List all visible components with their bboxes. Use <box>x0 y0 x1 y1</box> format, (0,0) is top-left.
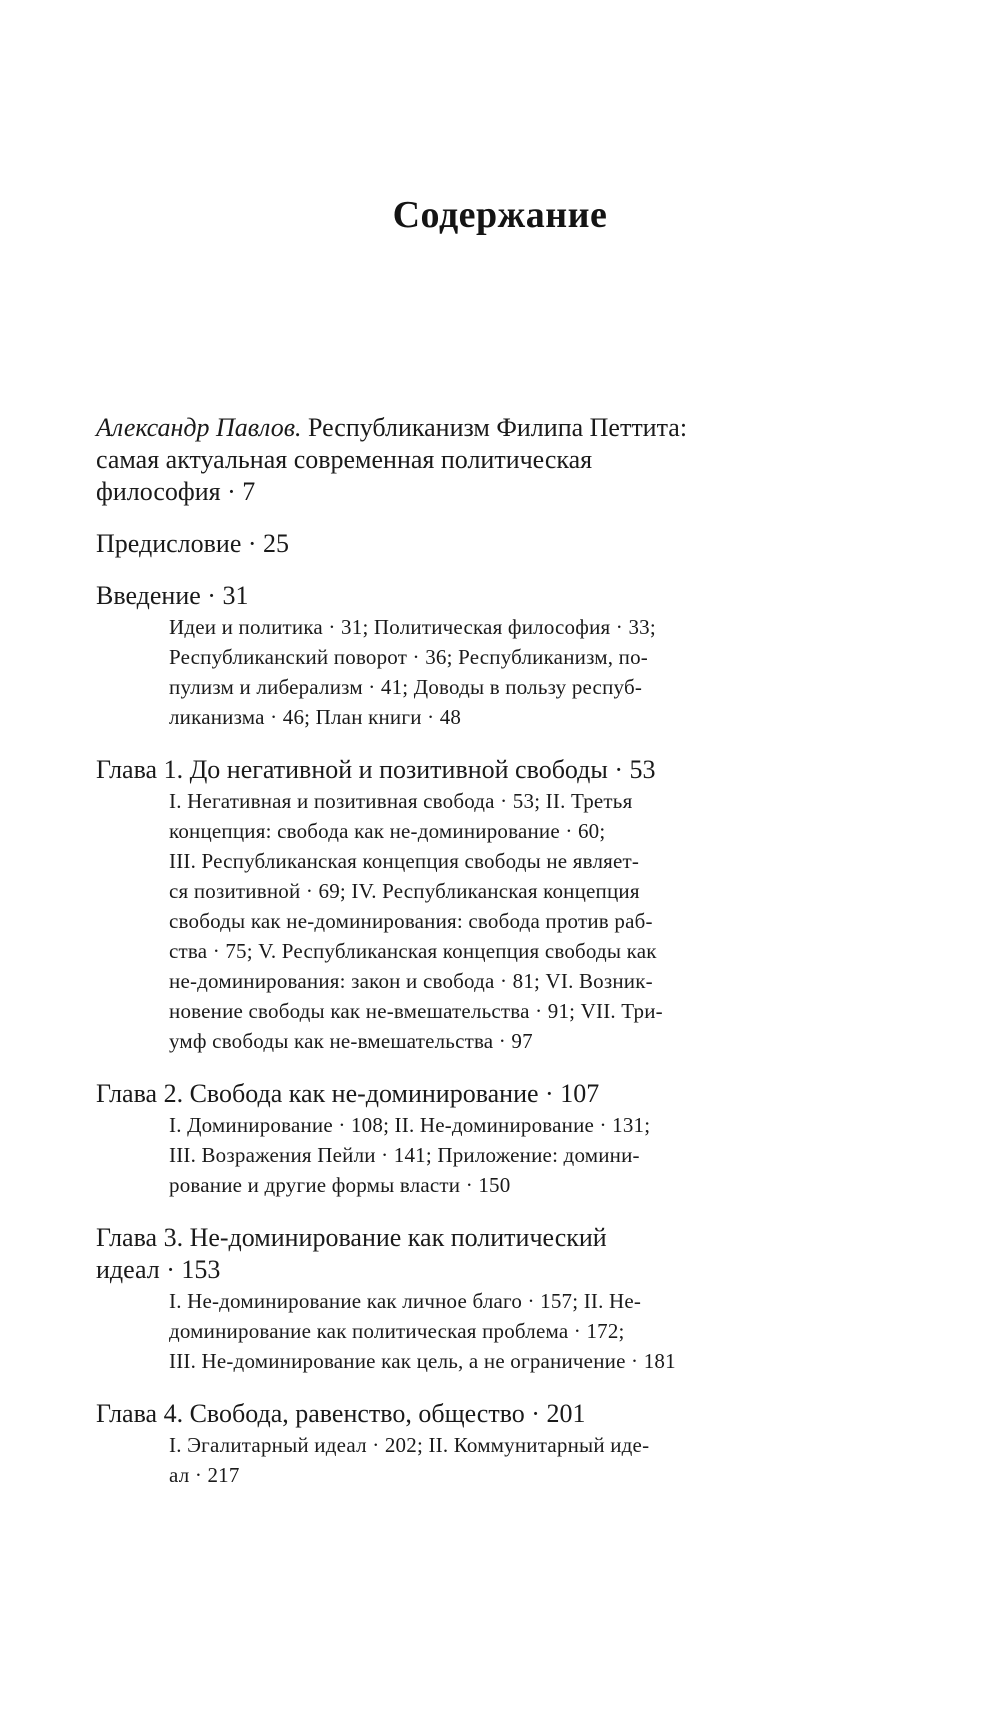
toc-subsection-line: III. Не-доминирование как цель, а не ограничение · 181 <box>169 1349 676 1373</box>
toc-subsection-line: Идеи и политика · 31; Политическая философия · 33; <box>169 615 656 639</box>
toc-entry-chapter-2 <box>96 1078 756 1200</box>
toc-subsection-line: III. Республиканская концепция свободы не являет- <box>169 849 640 873</box>
toc-subsection-line: концепция: свобода как не-доминирование · 60; <box>169 819 606 843</box>
toc-entry-chapter-1 <box>96 754 756 1056</box>
toc-entry-line: философия · 7 <box>96 477 256 506</box>
toc-subsection-line: рование и другие формы власти · 150 <box>169 1173 511 1197</box>
toc-entry-chapter-4 <box>96 1398 756 1490</box>
toc-subsection-line: III. Возражения Пейли · 141; Приложение: домини- <box>169 1143 640 1167</box>
toc-subsection-line: I. Доминирование · 108; II. Не-доминирование · 131; <box>169 1113 651 1137</box>
toc-entry-line: самая актуальная современная политическая <box>96 445 593 474</box>
toc-entry-chapter-3 <box>96 1222 756 1376</box>
toc-entry-heading: Глава 2. Свобода как не-доминирование · 107 <box>96 1079 600 1108</box>
toc-entry-heading: Введение · 31 <box>96 581 249 610</box>
toc-subsections <box>96 786 756 1056</box>
toc-entry-heading: Глава 1. До негативной и позитивной свободы · 53 <box>96 755 656 784</box>
essay-title-part: Республиканизм Филипа Петтита: <box>301 413 688 442</box>
toc-subsection-line: не-доминирования: закон и свобода · 81; VI. Возник- <box>169 969 653 993</box>
toc-subsection-line: Республиканский поворот · 36; Республиканизм, по- <box>169 645 648 669</box>
table-of-contents <box>96 412 756 1490</box>
toc-subsection-line: ликанизма · 46; План книги · 48 <box>169 705 462 729</box>
toc-entry-heading: Глава 4. Свобода, равенство, общество · 201 <box>96 1399 586 1428</box>
page-title: Содержание <box>392 194 608 237</box>
toc-subsection-line: ал · 217 <box>169 1463 240 1487</box>
toc-entry-foreword-essay <box>96 412 756 508</box>
toc-subsection-line: свободы как не-доминирования: свобода против раб- <box>169 909 653 933</box>
toc-subsection-line: I. Эгалитарный идеал · 202; II. Коммунитарный иде- <box>169 1433 650 1457</box>
toc-subsection-line: I. Не-доминирование как личное благо · 157; II. Не- <box>169 1289 642 1313</box>
toc-subsection-line: ства · 75; V. Республиканская концепция свободы как <box>169 939 657 963</box>
toc-subsections <box>96 1430 756 1490</box>
toc-entry-line <box>96 412 756 444</box>
toc-entry-line: Предисловие · 25 <box>96 529 290 558</box>
toc-entry-introduction <box>96 580 756 732</box>
toc-subsection-line: новение свободы как не-вмешательства · 91; VII. Три- <box>169 999 663 1023</box>
toc-subsection-line: умф свободы как не-вмешательства · 97 <box>169 1029 533 1053</box>
essay-author: Александр Павлов. <box>96 413 302 442</box>
toc-subsections <box>96 1286 756 1376</box>
toc-subsections <box>96 1110 756 1200</box>
toc-subsection-line: ся позитивной · 69; IV. Республиканская концепция <box>169 879 640 903</box>
toc-entry-heading: идеал · 153 <box>96 1255 221 1284</box>
toc-subsection-line: доминирование как политическая проблема · 172; <box>169 1319 625 1343</box>
toc-subsection-line: пулизм и либерализм · 41; Доводы в пользу респуб- <box>169 675 643 699</box>
toc-entry-preface <box>96 528 756 560</box>
toc-subsections <box>96 612 756 732</box>
toc-entry-heading: Глава 3. Не-доминирование как политический <box>96 1223 607 1252</box>
toc-subsection-line: I. Негативная и позитивная свобода · 53; II. Третья <box>169 789 633 813</box>
